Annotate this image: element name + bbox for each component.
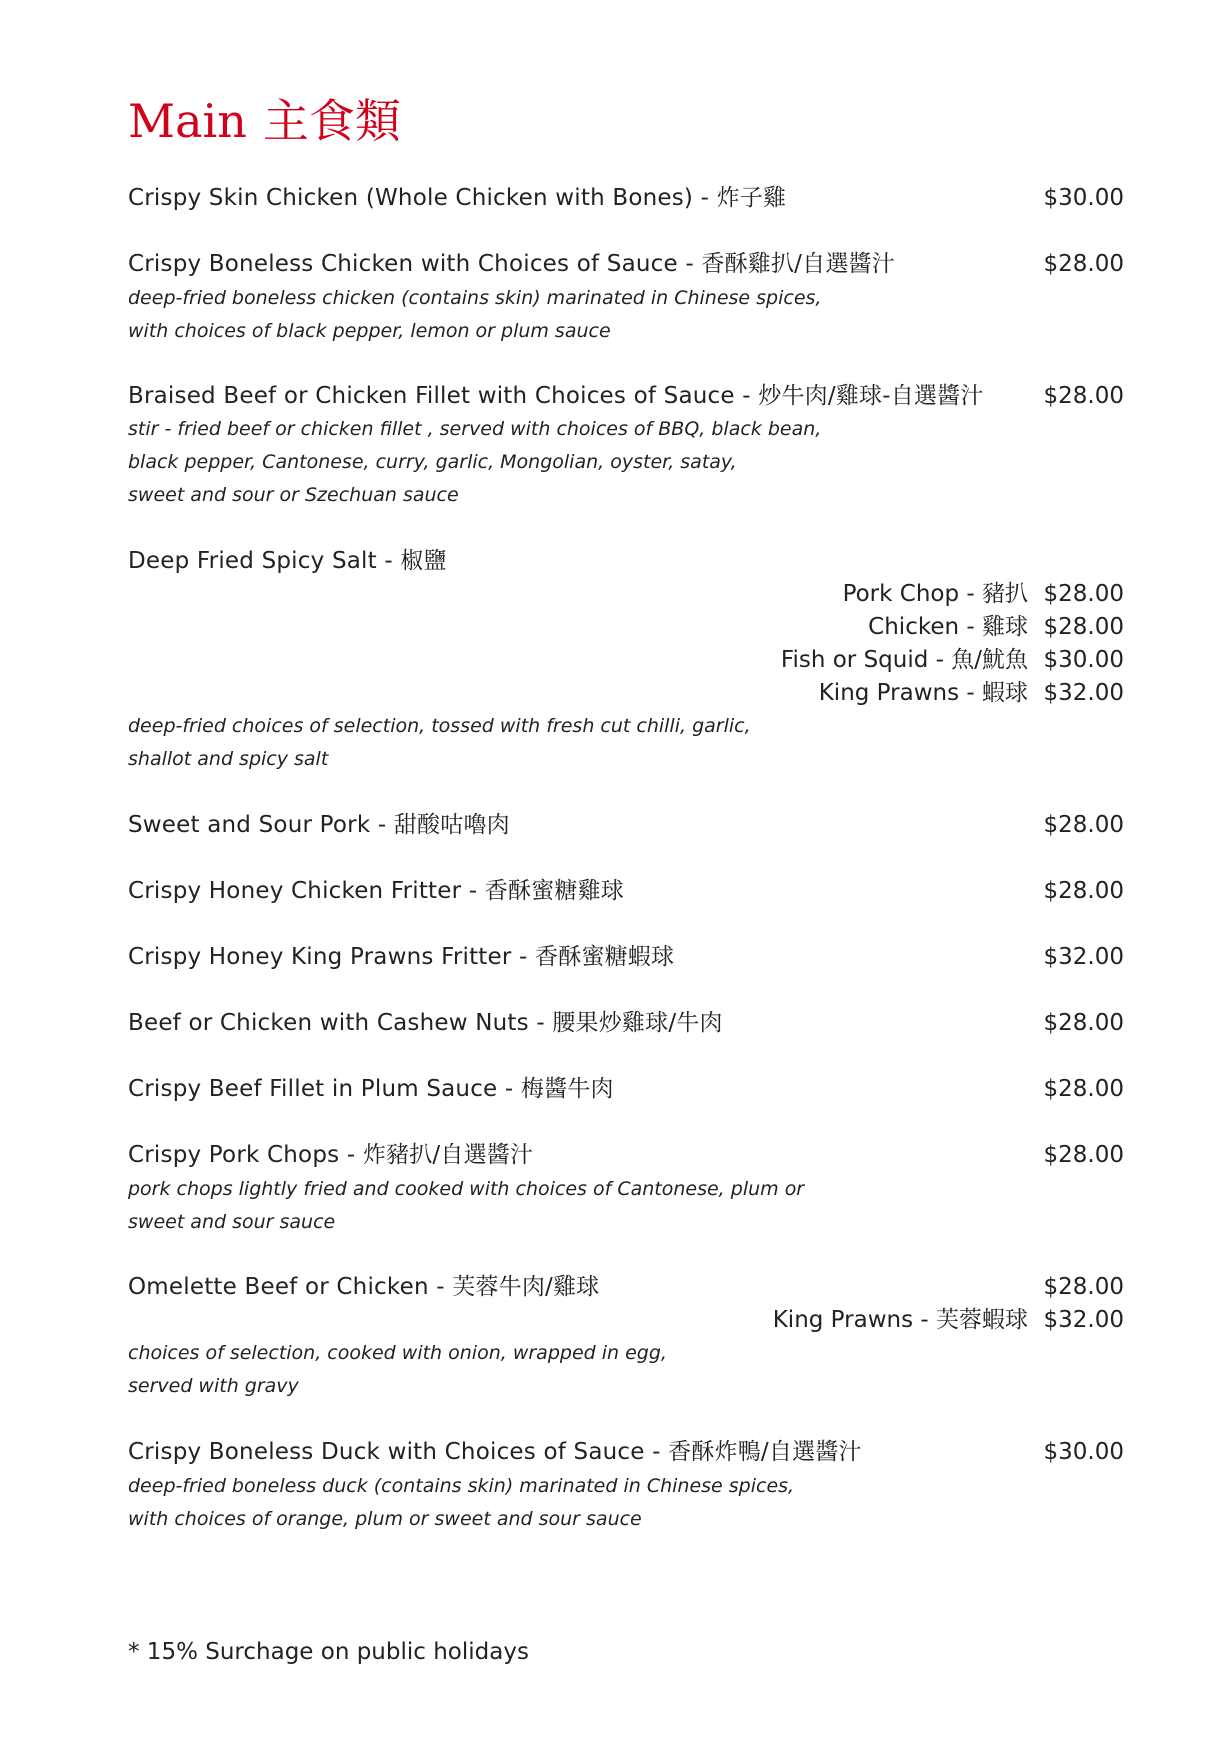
description-line: black pepper, Cantonese, curry, garlic, Mongolian, oyster, satay,: [128, 451, 737, 473]
item-price: $28.00: [1043, 251, 1124, 277]
item-price: $28.00: [1043, 1010, 1124, 1036]
menu-item: [128, 1072, 1124, 1106]
menu-item: [128, 808, 1124, 842]
item-name: Crispy Pork Chops - 炸豬扒/自選醬汁: [128, 1142, 534, 1168]
item-price: $28.00: [1043, 812, 1124, 838]
option-name: Chicken - 雞球: [868, 614, 1028, 640]
option-name: King Prawns - 芙蓉蝦球: [772, 1307, 1028, 1333]
item-description: [128, 1173, 804, 1239]
item-name: Deep Fried Spicy Salt - 椒鹽: [128, 548, 447, 574]
description-line: choices of selection, cooked with onion, wrapped in egg,: [128, 1342, 667, 1364]
option-row: [128, 643, 1124, 677]
description-line: with choices of orange, plum or sweet and sour sauce: [128, 1508, 642, 1530]
menu-item: [128, 1435, 1124, 1469]
description-line: shallot and spicy salt: [128, 748, 329, 770]
option-price: $30.00: [1043, 647, 1124, 673]
item-price: $30.00: [1043, 1439, 1124, 1465]
menu-item: [128, 940, 1124, 974]
menu-item: [128, 1270, 1124, 1304]
description-line: deep-fried boneless duck (contains skin) marinated in Chinese spices,: [128, 1475, 795, 1497]
item-name: Crispy Beef Fillet in Plum Sauce - 梅醬牛肉: [128, 1076, 614, 1102]
item-price: $28.00: [1043, 383, 1124, 409]
menu-item: [128, 1138, 1124, 1172]
description-line: stir - fried beef or chicken fillet , served with choices of BBQ, black bean,: [128, 418, 822, 440]
menu-item: [128, 379, 1124, 413]
menu-item: [128, 544, 1124, 578]
title-zh: 主食類: [262, 94, 401, 148]
item-name: Sweet and Sour Pork - 甜酸咕嚕肉: [128, 812, 510, 838]
item-name: Omelette Beef or Chicken - 芙蓉牛肉/雞球: [128, 1274, 600, 1300]
menu-item: [128, 247, 1124, 281]
page-title: [128, 94, 401, 148]
option-price: $28.00: [1043, 581, 1124, 607]
surcharge-note: * 15% Surchage on public holidays: [128, 1639, 529, 1665]
menu-item: [128, 1006, 1124, 1040]
item-description: [128, 710, 751, 776]
item-name: Crispy Boneless Duck with Choices of Sauce - 香酥炸鴨/自選醬汁: [128, 1439, 862, 1465]
item-description: [128, 413, 821, 512]
option-row: [128, 577, 1124, 611]
title-en: Main: [128, 94, 247, 148]
item-name: Crispy Honey King Prawns Fritter - 香酥蜜糖蝦球: [128, 944, 675, 970]
option-price: $28.00: [1043, 614, 1124, 640]
description-line: with choices of black pepper, lemon or plum sauce: [128, 320, 611, 342]
item-name: Crispy Honey Chicken Fritter - 香酥蜜糖雞球: [128, 878, 625, 904]
option-row: [128, 1303, 1124, 1337]
option-price: $32.00: [1043, 680, 1124, 706]
item-price: $30.00: [1043, 185, 1124, 211]
option-row: [128, 610, 1124, 644]
description-line: sweet and sour or Szechuan sauce: [128, 484, 459, 506]
description-line: pork chops lightly fried and cooked with choices of Cantonese, plum or: [128, 1178, 805, 1200]
item-name: Braised Beef or Chicken Fillet with Choices of Sauce - 炒牛肉/雞球-自選醬汁: [128, 383, 984, 409]
option-name: King Prawns - 蝦球: [818, 680, 1028, 706]
item-price: $28.00: [1043, 1076, 1124, 1102]
menu-item: [128, 181, 1124, 215]
item-name: Crispy Skin Chicken (Whole Chicken with Bones) - 炸子雞: [128, 185, 787, 211]
option-price: $32.00: [1043, 1307, 1124, 1333]
description-line: deep-fried boneless chicken (contains skin) marinated in Chinese spices,: [128, 287, 822, 309]
item-price: $28.00: [1043, 1274, 1124, 1300]
item-name: Crispy Boneless Chicken with Choices of Sauce - 香酥雞扒/自選醬汁: [128, 251, 895, 277]
description-line: deep-fried choices of selection, tossed with fresh cut chilli, garlic,: [128, 715, 751, 737]
option-row: [128, 676, 1124, 710]
item-description: [128, 282, 821, 348]
menu-item: [128, 874, 1124, 908]
description-line: sweet and sour sauce: [128, 1211, 336, 1233]
option-name: Pork Chop - 豬扒: [842, 581, 1028, 607]
description-line: served with gravy: [128, 1375, 299, 1397]
item-price: $32.00: [1043, 944, 1124, 970]
item-price: $28.00: [1043, 878, 1124, 904]
option-name: Fish or Squid - 魚/魷魚: [780, 647, 1028, 673]
item-description: [128, 1470, 794, 1536]
item-price: $28.00: [1043, 1142, 1124, 1168]
item-name: Beef or Chicken with Cashew Nuts - 腰果炒雞球/牛肉: [128, 1010, 723, 1036]
item-description: [128, 1337, 667, 1403]
